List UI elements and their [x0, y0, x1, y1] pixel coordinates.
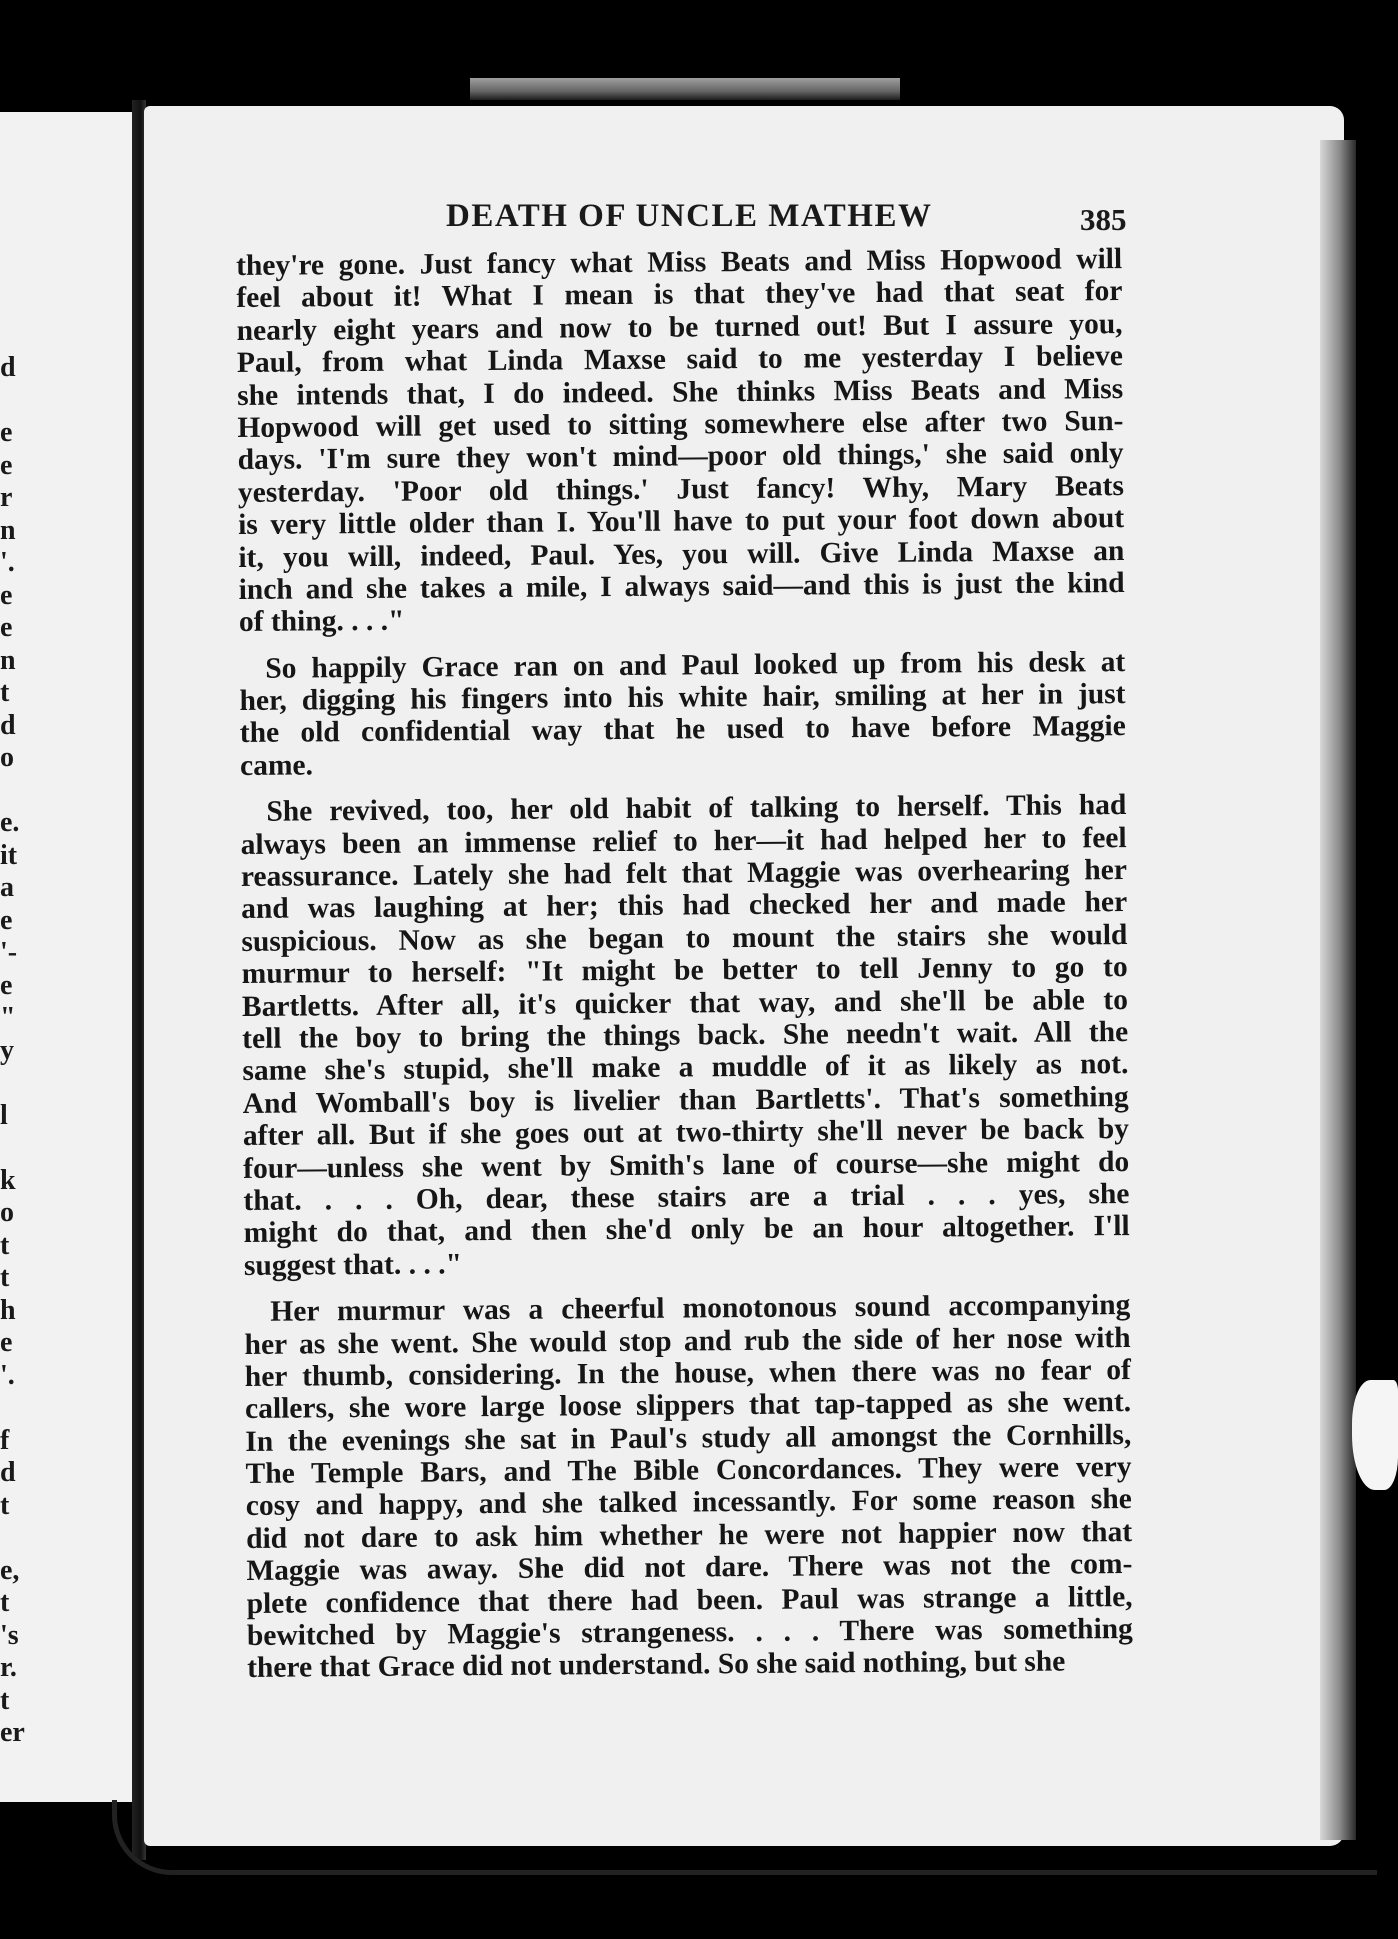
text-line: the old confidential way that he used to have before Maggie [239, 710, 1126, 750]
text-line: Bartletts. After all, it's quicker that way, and she'll be able to [241, 983, 1129, 1023]
scan-edge-artifact [470, 78, 900, 100]
text-line: Maggie was away. She did not dare. There was not the com- [246, 1548, 1133, 1588]
text-line: suggest that. . . ." [243, 1247, 463, 1282]
text-line: She revived, too, her old habit of talking to herself. This had [266, 789, 1127, 829]
text-line: her, digging his fingers into his white hair, smiling at her in just [239, 678, 1126, 718]
text-line: her as she went. She would stop and rub the side of her nose with [244, 1321, 1131, 1361]
text-line: Hopwood will get used to sitting somewhere else after two Sun- [237, 404, 1124, 444]
text-line: four—unless she went by Smith's lane of course—she might do [243, 1145, 1130, 1185]
text-line: cosy and happy, and she talked incessantly. For some reason she [245, 1483, 1132, 1523]
body-text [236, 243, 1133, 1685]
text-line: that. . . . Oh, dear, these stairs are a trial . . . yes, she [243, 1177, 1130, 1217]
text-line: it, you will, indeed, Paul. Yes, you will. Give Linda Maxse an [238, 534, 1125, 574]
text-line: inch and she takes a mile, I always said—and this is just the kind [238, 566, 1125, 606]
text-line: callers, she wore large loose slippers that tap-tapped as she went. [244, 1386, 1132, 1426]
text-line: same she's stupid, she'll make a muddle of it as likely as not. [242, 1048, 1129, 1088]
text-line: plete confidence that there had been. Paul was strange a little, [246, 1580, 1133, 1620]
text-line: And Womball's boy is livelier than Bartletts'. That's something [242, 1080, 1129, 1120]
paragraph [240, 789, 1130, 1282]
text-line: So happily Grace ran on and Paul looked up from his desk at [265, 645, 1126, 685]
running-head: DEATH OF UNCLE MATHEW [446, 198, 933, 234]
text-line: tell the boy to bring the things back. She needn't wait. All the [242, 1016, 1129, 1055]
scan-blot [1352, 1380, 1398, 1490]
text-line: The Temple Bars, and The Bible Concordances. They were very [245, 1451, 1132, 1491]
text-line: came. [239, 749, 314, 782]
text-line: murmur to herself: "It might be better to tell Jenny to go to [241, 951, 1128, 991]
text-line: might do that, and then she'd only be an hour altogether. I'll [243, 1210, 1130, 1250]
paragraph [239, 646, 1126, 783]
text-line: reassurance. Lately she had felt that Maggie was overhearing her [240, 854, 1128, 894]
text-line: of thing. . . ." [238, 604, 405, 639]
page-bottom-edge [112, 1800, 1377, 1875]
text-line: bewitched by Maggie's strangeness. . . . There was something [246, 1613, 1133, 1652]
text-line: is very little older than I. You'll have to put your foot down about [238, 502, 1125, 542]
text-line: always been an immense relief to her—it had helped her to feel [240, 821, 1127, 861]
text-line: In the evenings she sat in Paul's study all amongst the Cornhills, [245, 1418, 1132, 1458]
text-line: nearly eight years and now to be turned out! But I assure you, [236, 307, 1123, 347]
text-line: and was laughing at her; this had checked her and made her [241, 886, 1128, 926]
text-line: there that Grace did not understand. So she said nothing, but she [247, 1645, 1066, 1685]
page-header [380, 198, 1140, 238]
text-line: she intends that, I do indeed. She thinks Miss Beats and Miss [237, 372, 1124, 412]
text-line: Her murmur was a cheerful monotonous sound accompanying [270, 1289, 1131, 1328]
paragraph [236, 243, 1125, 639]
text-line: feel about it! What I mean is that they've had that seat for [236, 275, 1123, 315]
text-line: Paul, from what Linda Maxse said to me yesterday I believe [236, 340, 1123, 380]
paragraph [244, 1289, 1133, 1685]
text-line: after all. But if she goes out at two-thirty she'll never be back by [242, 1113, 1130, 1153]
text-line: they're gone. Just fancy what Miss Beats and Miss Hopwood will [236, 243, 1123, 282]
left-page-cut-text: d e e r n '. e e n t d o e. it a e '- e " y l k o t t h e '. f d t e, t 's r. t er [0, 352, 25, 1748]
left-facing-page [0, 112, 135, 1802]
text-line: her thumb, considering. In the house, when there was no fear of [244, 1353, 1131, 1393]
text-line: suspicious. Now as she began to mount the stairs she would [241, 918, 1128, 958]
page-edge-shadow [1320, 140, 1356, 1840]
text-line: did not dare to ask him whether he were not happier now that [245, 1515, 1133, 1555]
page-number: 385 [1080, 202, 1127, 237]
text-line: yesterday. 'Poor old things.' Just fancy! Why, Mary Beats [237, 469, 1125, 509]
text-line: days. 'I'm sure they won't mind—poor old things,' she said only [237, 437, 1124, 477]
